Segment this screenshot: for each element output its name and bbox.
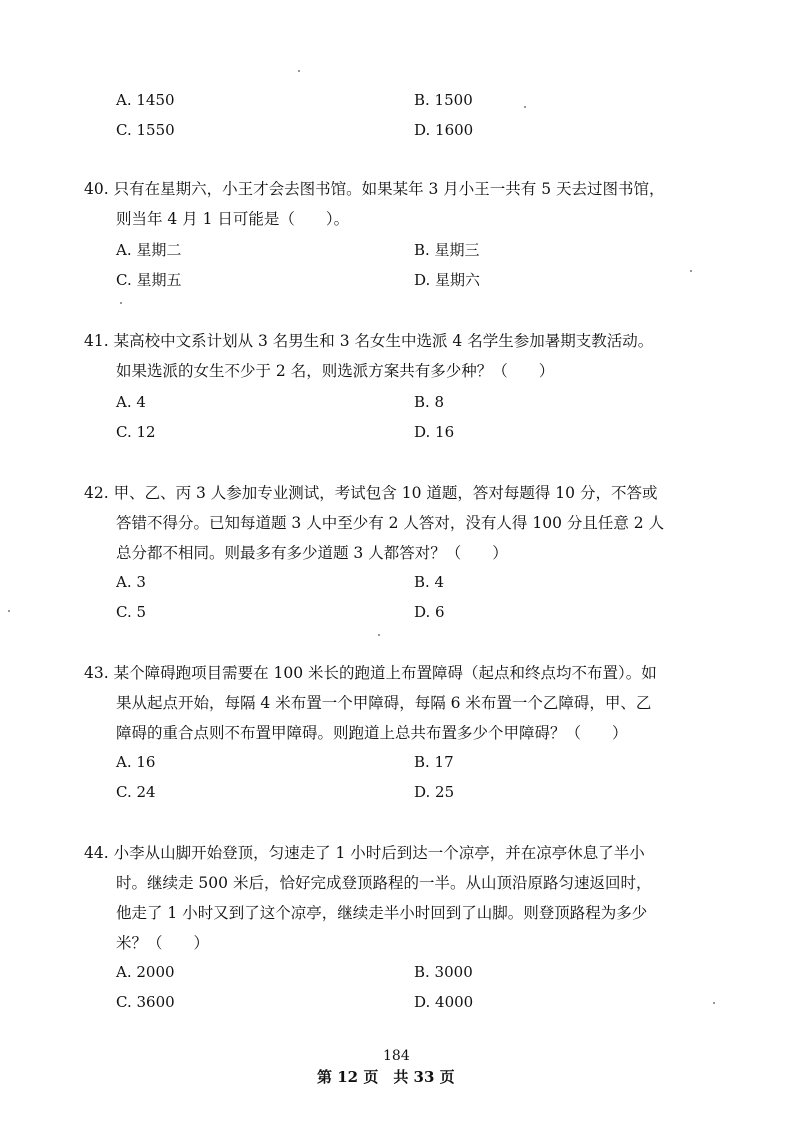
option-a: A. 16 xyxy=(116,753,156,771)
options-row xyxy=(116,238,716,262)
option-b: B. 1500 xyxy=(414,91,473,109)
options-row xyxy=(116,780,716,804)
option-d: D. 16 xyxy=(414,423,455,441)
page-number: 184 xyxy=(383,1048,410,1064)
options-row xyxy=(116,88,716,112)
page-footer: 第 12 页 共 33 页 xyxy=(317,1068,455,1086)
option-d: D. 1600 xyxy=(414,121,474,139)
option-b: B. 17 xyxy=(414,753,454,771)
option-c: C. 12 xyxy=(116,423,156,441)
question-text-line: 障碍的重合点则不布置甲障碍。则跑道上总共布置多少个甲障碍？（ ） xyxy=(116,724,628,742)
option-c: C. 星期五 xyxy=(116,271,182,289)
question-text-line: 40. 只有在星期六，小王才会去图书馆。如果某年 3 月小王一共有 5 天去过图书馆， xyxy=(84,180,665,198)
scan-speck xyxy=(298,70,300,72)
question-text-line: 果从起点开始，每隔 4 米布置一个甲障碍，每隔 6 米布置一个乙障碍，甲、乙 xyxy=(116,694,652,712)
option-c: C. 3600 xyxy=(116,993,175,1011)
option-c: C. 1550 xyxy=(116,121,175,139)
scan-speck xyxy=(524,106,526,108)
question-text-line: 时。继续走 500 米后，恰好完成登顶路程的一半。从山顶沿原路匀速返回时， xyxy=(116,874,652,892)
question-text-line: 42. 甲、乙、丙 3 人参加专业测试，考试包含 10 道题，答对每题得 10 分，不答或 xyxy=(84,484,658,502)
option-b: B. 4 xyxy=(414,573,445,591)
scan-speck xyxy=(690,270,692,272)
option-d: D. 星期六 xyxy=(414,271,481,289)
question-text-line: 43. 某个障碍跑项目需要在 100 米长的跑道上布置障碍（起点和终点均不布置）。如 xyxy=(84,664,657,682)
option-b: B. 星期三 xyxy=(414,241,480,259)
option-a: A. 星期二 xyxy=(116,241,182,259)
options-row xyxy=(116,268,716,292)
question-text-line: 则当年 4 月 1 日可能是（ ）。 xyxy=(116,210,350,228)
scan-speck xyxy=(8,610,10,612)
question-text-line: 总分都不相同。则最多有多少道题 3 人都答对？（ ） xyxy=(116,544,508,562)
options-row xyxy=(116,570,716,594)
option-d: D. 6 xyxy=(414,603,445,621)
options-row xyxy=(116,750,716,774)
scan-speck xyxy=(378,634,380,636)
options-row xyxy=(116,960,716,984)
options-row xyxy=(116,600,716,624)
options-row xyxy=(116,990,716,1014)
options-row xyxy=(116,390,716,414)
option-a: A. 1450 xyxy=(116,91,175,109)
scan-speck xyxy=(120,302,122,304)
options-row xyxy=(116,420,716,444)
option-d: D. 25 xyxy=(414,783,455,801)
option-a: A. 3 xyxy=(116,573,146,591)
option-a: A. 2000 xyxy=(116,963,175,981)
question-text-line: 他走了 1 小时又到了这个凉亭，继续走半小时回到了山脚。则登顶路程为多少 xyxy=(116,904,648,922)
options-row xyxy=(116,118,716,142)
question-text-line: 44. 小李从山脚开始登顶，匀速走了 1 小时后到达一个凉亭，并在凉亭休息了半小 xyxy=(84,844,645,862)
option-c: C. 5 xyxy=(116,603,147,621)
question-text-line: 米？（ ） xyxy=(116,934,210,952)
question-text-line: 如果选派的女生不少于 2 名，则选派方案共有多少种？（ ） xyxy=(116,362,555,380)
scan-speck xyxy=(713,1002,715,1004)
option-a: A. 4 xyxy=(116,393,146,411)
option-b: B. 8 xyxy=(414,393,445,411)
question-text-line: 答错不得分。已知每道题 3 人中至少有 2 人答对，没有人得 100 分且任意 2 人 xyxy=(116,514,665,532)
option-c: C. 24 xyxy=(116,783,156,801)
question-text-line: 41. 某高校中文系计划从 3 名男生和 3 名女生中选派 4 名学生参加暑期支教活动。 xyxy=(84,332,654,350)
option-d: D. 4000 xyxy=(414,993,474,1011)
option-b: B. 3000 xyxy=(414,963,473,981)
